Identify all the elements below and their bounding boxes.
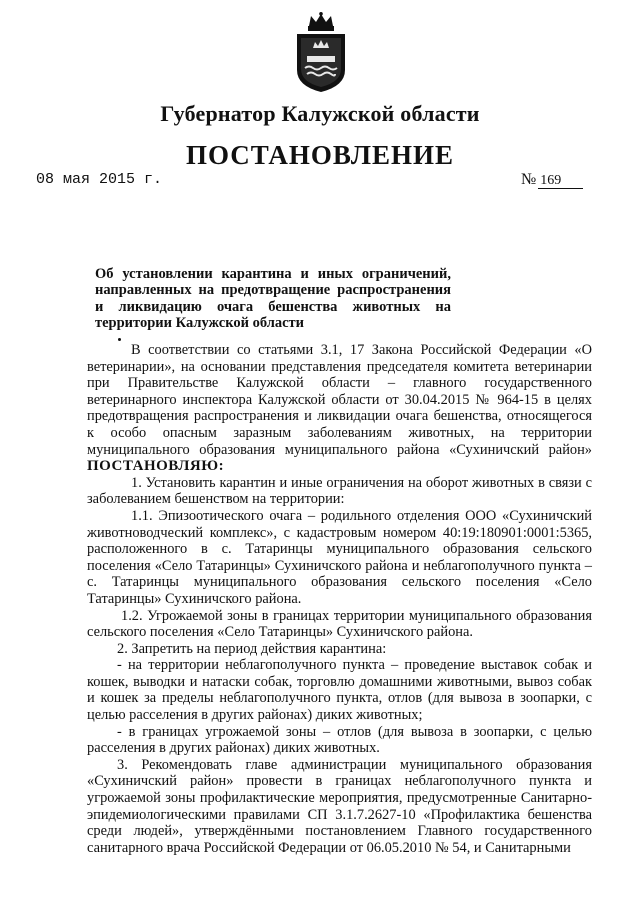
document-subject: Об установлении карантина и иных ограничений, направленных на предотвращение распространения и ликвидацию очага бешенства животных на территории Калужской области <box>95 266 451 332</box>
governor-title: Губернатор Калужской области <box>160 101 480 126</box>
number-value: 169 <box>538 173 583 189</box>
number-sign: № <box>521 171 537 188</box>
coat-of-arms-emblem <box>293 12 349 94</box>
item-1: 1. Установить карантин и иные ограничения на оборот животных в связи с заболеванием бешенством на территории: <box>87 474 592 508</box>
item-2: 2. Запретить на период действия карантина: <box>117 640 387 657</box>
preamble-paragraph <box>87 342 592 475</box>
item-1-2: 1.2. Угрожаемой зоны в границах территории муниципального образования сельского поселения «Село Татаринцы» Сухиничского района. <box>87 607 592 641</box>
decree-word: ПОСТАНОВЛЯЮ: <box>87 458 225 475</box>
item-1-1: 1.1. Эпизоотического очага – родильного отделения ООО «Сухиничский животноводческий комплекс», с кадастровым номером 40:19:180901:0001:5365, расположенного в с. Татаринцы муниципального образования сельского поселения «Село Татаринцы» Сухиничского района и неблагополучного пункта – с. Татаринцы муниципального образования сельского поселения «Село Татаринцы» Сухиничского района. <box>87 507 592 607</box>
preamble-text: В соответствии со статьями 3.1, 17 Закона Российской Федерации «О ветеринарии», на основании представления председателя комитета ветеринарии при Правительстве Калужской области – главного государственного ветеринарного инспектора Калужской области от 30.04.2015 № 964-15 в целях предотвращения распространения и ликвидации очага бешенства, относящегося к особо опасным заразным заболеваниям животных, на территории муниципального образования муниципального района «Сухиничский район» <box>87 342 592 458</box>
item-2-b: - в границах угрожаемой зоны – отлов (для вывоза в зоопарки, с целью расселения в других районах) диких животных. <box>87 723 592 757</box>
item-3: 3. Рекомендовать главе администрации муниципального образования «Сухиничский район» провести в границах неблагополучного пункта и угрожаемой зоны профилактические мероприятия, предусмотренные Санитарно-эпидемиологическими правилами СП 3.1.7.2627-10 «Профилактика бешенства среди людей», утверждёнными постановлением Главного государственного санитарного врача Российской Федерации от 06.05.2010 № 54, и Санитарными <box>87 756 592 856</box>
document-number <box>521 171 583 189</box>
stray-mark <box>118 338 121 341</box>
document-type-title: ПОСТАНОВЛЕНИЕ <box>185 140 455 170</box>
document-date: 08 мая 2015 г. <box>36 171 163 188</box>
item-2-a: - на территории неблагополучного пункта – проведение выставок собак и кошек, выводки и натаски собак, торговлю домашними животными, вывоз собак и кошек за пределы неблагополучного пункта, отлов (для вывоза в зоопарки, с целью расселения в других районах) диких животных; <box>87 657 592 724</box>
document-body <box>87 342 592 856</box>
